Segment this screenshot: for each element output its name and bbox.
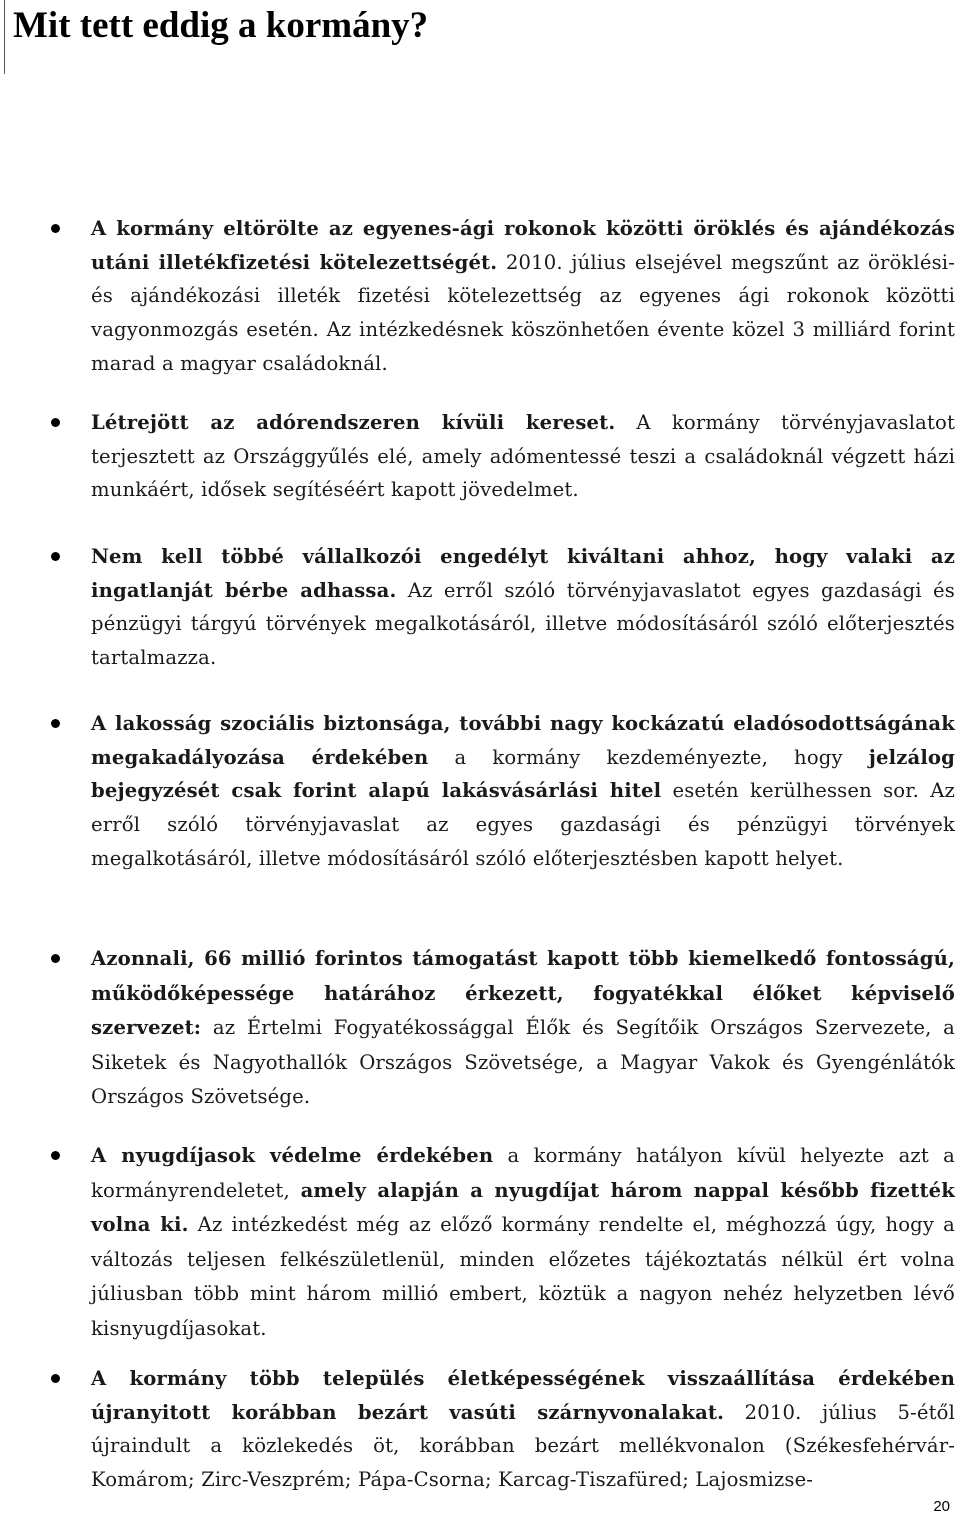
bullet-dot-icon: [51, 552, 60, 561]
bullet-text: [91, 1139, 955, 1347]
bullet-text: [91, 406, 955, 507]
bullet-item-mortgage: [0, 707, 960, 942]
text-run: az Értelmi Fogyatékossággal Élők és Segítőik Országos Szervezete, a Siketek és Nagyothallók Országos Szövetsége, a Magyar Vakok és Gyengénlátók Országos Szövetsége.: [91, 1016, 955, 1109]
text-run: esetén kerülhessen sor. Az erről szóló törvényjavaslat az egyes gazdasági és pénzügyi törvények megalkotásáról, illetve módosításáról szóló előterjesztésben kapott helyet.: [91, 779, 955, 870]
bold-text-run: A kormány több település életképességének visszaállítása érdekében újranyitott korábban bezárt vasúti szárnyvonalakat.: [91, 1367, 955, 1424]
bullet-text: [91, 540, 955, 675]
text-run: A kormány törvényjavaslatot terjesztett az Országgyűlés elé, amely adómentessé teszi a családoknál végzett házi munkáért, idősek segítéséért kapott jövedelmet.: [91, 411, 955, 502]
bullet-text: [91, 212, 955, 381]
bullet-item-inheritance-tax: [0, 212, 960, 406]
bullet-dot-icon: [51, 1151, 60, 1160]
text-run: a kormány kezdeményezte, hogy: [428, 745, 869, 769]
bold-text-run: A lakosság szociális biztonsága, további nagy kockázatú eladósodottságának megakadályozása érdekében: [91, 712, 955, 769]
bullet-item-pension: [0, 1139, 960, 1362]
bullet-text: [91, 707, 955, 876]
text-run: Az intézkedést még az előző kormány rendelte el, méghozzá úgy, hogy a változás teljesen felkészületlenül, minden előzetes tájékoztatás nélkül ért volna júliusban több mint három millió embert, köztük a nagyon nehéz helyzetben lévő kisnyugdíjasokat.: [91, 1213, 955, 1340]
bullet-dot-icon: [51, 1374, 60, 1383]
text-run: Az erről szóló törvényjavaslatot egyes gazdasági és pénzügyi tárgyú törvények megalkotásáról, illetve módosításáról szóló előterjesztés tartalmazza.: [91, 578, 955, 670]
bullet-dot-icon: [51, 224, 60, 233]
page-number: 20: [933, 1498, 950, 1515]
bullet-text: [91, 942, 955, 1115]
bullet-item-disability-support: [0, 942, 960, 1139]
page-title: Mit tett eddig a kormány?: [13, 5, 429, 46]
bullet-list: [0, 212, 960, 1497]
bold-text-run: Azonnali, 66 millió forintos támogatást kapott több kiemelkedő fontosságú, működőképessége határához érkezett, fogyatékkal élőket képviselő szervezet:: [91, 947, 955, 1040]
bullet-item-rental-license: [0, 540, 960, 707]
bold-text-run: Nem kell többé vállalkozói engedélyt kiváltani ahhoz, hogy valaki az ingatlanját bérbe adhassa.: [91, 545, 955, 602]
text-run: a kormány hatályon kívül helyezte azt a kormányrendeletet,: [91, 1144, 955, 1202]
bullet-dot-icon: [51, 954, 60, 963]
bullet-dot-icon: [51, 418, 60, 427]
text-run: 2010. július 5-étől újraindult a közlekedés öt, korábban bezárt mellékvonalon (Székesfehérvár-Komárom; Zirc-Veszprém; Pápa-Csorna; Karcag-Tiszafüred; Lajosmizse-: [91, 1400, 955, 1492]
margin-rule: [4, 0, 5, 74]
bold-text-run: A nyugdíjasok védelme érdekében: [91, 1144, 494, 1167]
bullet-text: [91, 1362, 955, 1497]
bold-text-run: A kormány eltörölte az egyenes-ági rokonok közötti öröklés és ajándékozás utáni illetékfizetési kötelezettségét.: [91, 217, 955, 274]
bold-text-run: amely alapján a nyugdíjat három nappal később fizették volna ki.: [91, 1178, 956, 1237]
bold-text-run: jelzálog bejegyzését csak forint alapú lakásvásárlási hitel: [91, 745, 955, 803]
text-run: 2010. július elsejével megszűnt az öröklési- és ajándékozási illeték fizetési kötelezettség az egyenes ági rokonok közötti vagyonmozgás esetén. Az intézkedésnek köszönhetően évente közel 3 milliárd forint marad a magyar családoknál.: [91, 250, 955, 375]
bullet-dot-icon: [51, 719, 60, 728]
bullet-item-railway: [0, 1362, 960, 1497]
bullet-item-off-tax-income: [0, 406, 960, 540]
bold-text-run: Létrejött az adórendszeren kívüli kereset.: [91, 411, 616, 434]
